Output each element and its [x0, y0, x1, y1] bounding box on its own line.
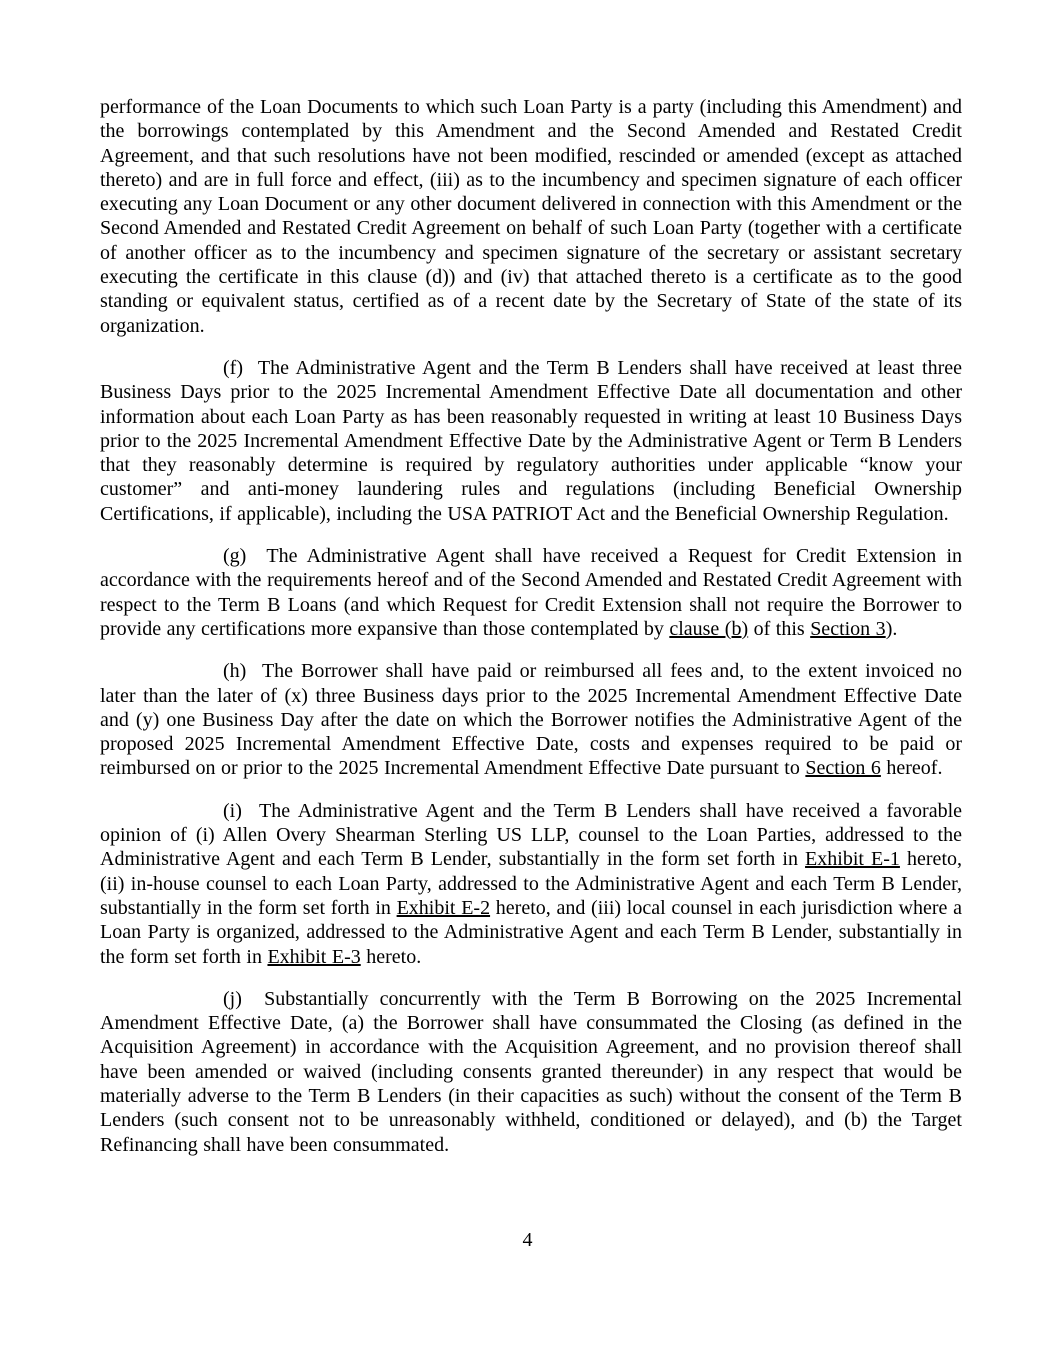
- text-run: (i) The Administrative Agent and the Term B Lenders shall have received a favorable opinion of (i) Allen Overy Shearman Sterling US LLP, counsel to the Loan Parties, addressed to the Administrative Agent and each Term B Lender, substantially in the form set forth in: [100, 799, 962, 871]
- text-run: performance of the Loan Documents to which such Loan Party is a party (including this Amendment) and the borrowings contemplated by this Amendment and the Second Amended and Restated Credit Agreement, and that such resolutions have not been modified, rescinded or amended (except as attached thereto) and are in full force and effect, (iii) as to the incumbency and specimen signature of each officer executing any Loan Document or any other document delivered in connection with this Amendment or the Second Amended and Restated Credit Agreement on behalf of such Loan Party (together with a certificate of another officer as to the incumbency and specimen signature of the secretary or assistant secretary executing the certificate in this clause (d)) and (iv) that attached thereto is a certificate as to the good standing or equivalent status, certified as of a recent date by the Secretary of State of the state of its organization.: [100, 96, 962, 337]
- text-run: hereto, and (iii) local counsel in each jurisdiction where a Loan Party is organized, addressed to the Administrative Agent and each Term B Lender, substantially in the form set forth in: [100, 896, 963, 968]
- text-run: hereto, (ii) in-house counsel to each Loan Party, addressed to the Administrative Agent and each Term B Lender, substantially in the form set forth in: [100, 848, 962, 919]
- text-run: (h) The Borrower shall have paid or reimbursed all fees and, to the extent invoiced no later than the later of (x) three Business days prior to the 2025 Incremental Amendment Effective Date and (y) one Business Day after the date on which the Borrower notifies the Administrative Agent of the proposed 2025 Incremental Amendment Effective Date, costs and expenses required to be paid or reimbursed on or prior to the 2025 Incremental Amendment Effective Date pursuant to: [100, 660, 962, 780]
- cross-reference-underlined: Section 3: [810, 617, 886, 640]
- paragraph-clause-f: [100, 356, 962, 526]
- text-run: ).: [885, 617, 898, 640]
- cross-reference-underlined: Section 6: [805, 757, 881, 780]
- page-number: 4: [522, 1229, 533, 1251]
- paragraph-clause-j: [100, 987, 962, 1157]
- text-run: hereof.: [880, 757, 943, 780]
- paragraph-clause-d-continuation: [100, 95, 962, 338]
- paragraph-clause-i: [100, 799, 962, 969]
- text-run: (f) The Administrative Agent and the Term B Lenders shall have received at least three Business Days prior to the 2025 Incremental Amendment Effective Date all documentation and other information about each Loan Party as has been reasonably requested in writing at least 10 Business Days prior to the 2025 Incremental Amendment Effective Date by the Administrative Agent or Term B Lenders that they reasonably determine is required by regulatory authorities under applicable “know your customer” and anti-money laundering rules and regulations (including Beneficial Ownership Certifications, if applicable), including the USA PATRIOT Act and the Beneficial Ownership Regulation.: [100, 356, 962, 525]
- cross-reference-underlined: Exhibit E-2: [396, 896, 491, 919]
- paragraph-clause-g: [100, 544, 962, 641]
- text-run: (g) The Administrative Agent shall have received a Request for Credit Extension in accordance with the requirements hereof and of the Second Amended and Restated Credit Agreement with respect to the Term B Loans (and which Request for Credit Extension shall not require the Borrower to provide any certifications more expansive than those contemplated by: [100, 545, 962, 640]
- cross-reference-underlined: clause (b): [669, 617, 749, 640]
- text-run: (j) Substantially concurrently with the Term B Borrowing on the 2025 Incremental Amendment Effective Date, (a) the Borrower shall have consummated the Closing (as defined in the Acquisition Agreement) in accordance with the Acquisition Agreement, and no provision thereof shall have been amended or waived (including consents granted thereunder) in any respect that would be materially adverse to the Term B Lenders (in their capacities as such) without the consent of the Term B Lenders (such consent not to be unreasonably withheld, conditioned or delayed), and (b) the Target Refinancing shall have been consummated.: [100, 987, 962, 1156]
- cross-reference-underlined: Exhibit E-3: [267, 945, 361, 968]
- cross-reference-underlined: Exhibit E-1: [805, 848, 900, 871]
- text-run: of this: [748, 617, 811, 640]
- paragraph-clause-h: [100, 659, 962, 780]
- text-run: hereto.: [360, 945, 422, 968]
- document-body: [100, 95, 962, 1175]
